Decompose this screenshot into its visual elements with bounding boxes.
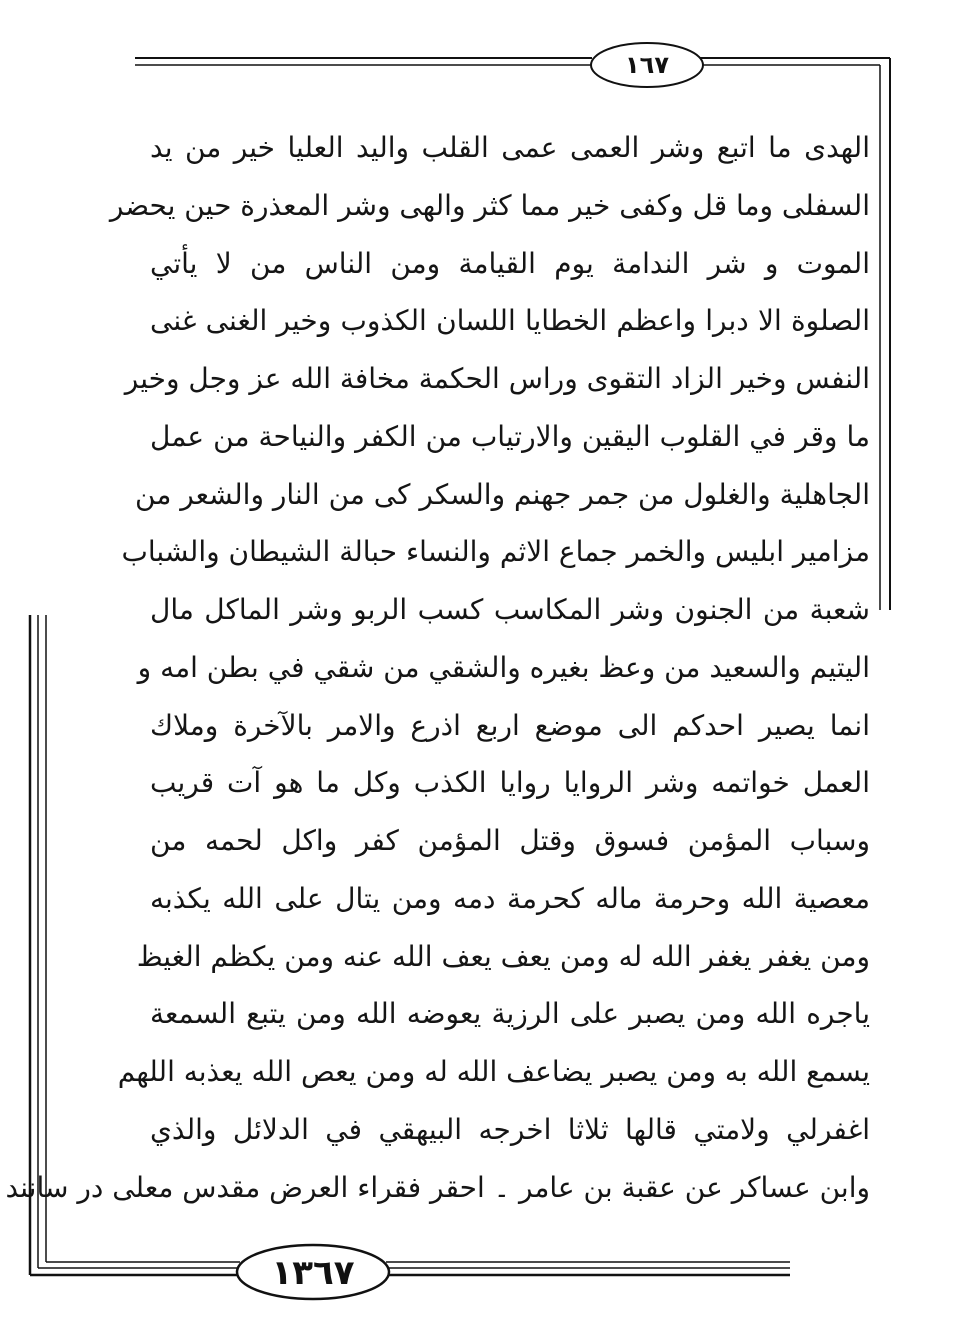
text-line: يسمع الله به ومن يصبر يضاعف الله له ومن يعص الله يعذبه اللهم <box>117 1055 870 1089</box>
footer-page-number: ١٣٦٧ <box>271 1253 355 1293</box>
text-line: الصلوة الا دبرا واعظم الخطايا اللسان الكذوب وخير الغنى غنى <box>150 304 870 338</box>
text-line: العمل خواتمه وشر الروايا روايا الكذب وكل ما هو آت قريب <box>150 766 870 800</box>
text-line: وابن عساكر عن عقبة بن عامر ۔ احقر فقراء العرض مقدس معلی در سانند <box>5 1170 870 1204</box>
text-line: الموت و شر الندامة يوم القيامة ومن الناس من لا يأتي <box>150 246 870 280</box>
text-line: اليتيم والسعيد من وعظ بغيره والشقي من شقي في بطن امه و <box>137 650 870 684</box>
text-line: انما يصير احدكم الى موضع اربع اذرع والامر بالآخرة وملاك <box>150 708 870 742</box>
text-line: ياجره الله ومن يصبر على الرزية يعوضه الله ومن يتبع السمعة <box>150 997 870 1031</box>
header-page-number: ١٦٧ <box>625 51 669 79</box>
text-line: ومن يغفر يغفر الله له ومن يعف يعف الله عنه ومن يكظم الغيظ <box>136 939 870 973</box>
text-line: ما وقر في القلوب اليقين والارتياب من الكفر والنياحة من عمل <box>150 419 870 453</box>
arabic-text-body <box>5 128 870 1218</box>
text-line: النفس وخير الزاد التقوى وراس الحكمة مخافة الله عز وجل وخير <box>124 362 870 396</box>
text-line: مزامير ابليس والخمر جماع الاثم والنساء حبالة الشيطان والشباب <box>121 535 870 569</box>
text-line: وسباب المؤمن فسوق وقتل المؤمن كفر واكل لحمه من <box>150 824 870 858</box>
text-line: اغفرلي ولامتي قالها ثلاثا اخرجه البيهقي في الدلائل والذي <box>150 1113 870 1147</box>
text-line: معصية الله وحرمة ماله كحرمة دمه ومن يتال على الله يكذبه <box>150 881 870 915</box>
text-line: السفلى وما قل وكفى خير مما كثر والهى وشر المعذرة حين يحضر <box>109 188 870 222</box>
text-line: الهدى ما اتبع وشر العمى عمى القلب واليد العليا خير من يد <box>150 131 870 164</box>
text-line: شعبة من الجنون وشر المكاسب كسب الربو وشر الماكل مال <box>150 593 870 627</box>
text-line: الجاهلية والغلول من جمر جهنم والسكر كى من النار والشعر من <box>135 477 870 511</box>
